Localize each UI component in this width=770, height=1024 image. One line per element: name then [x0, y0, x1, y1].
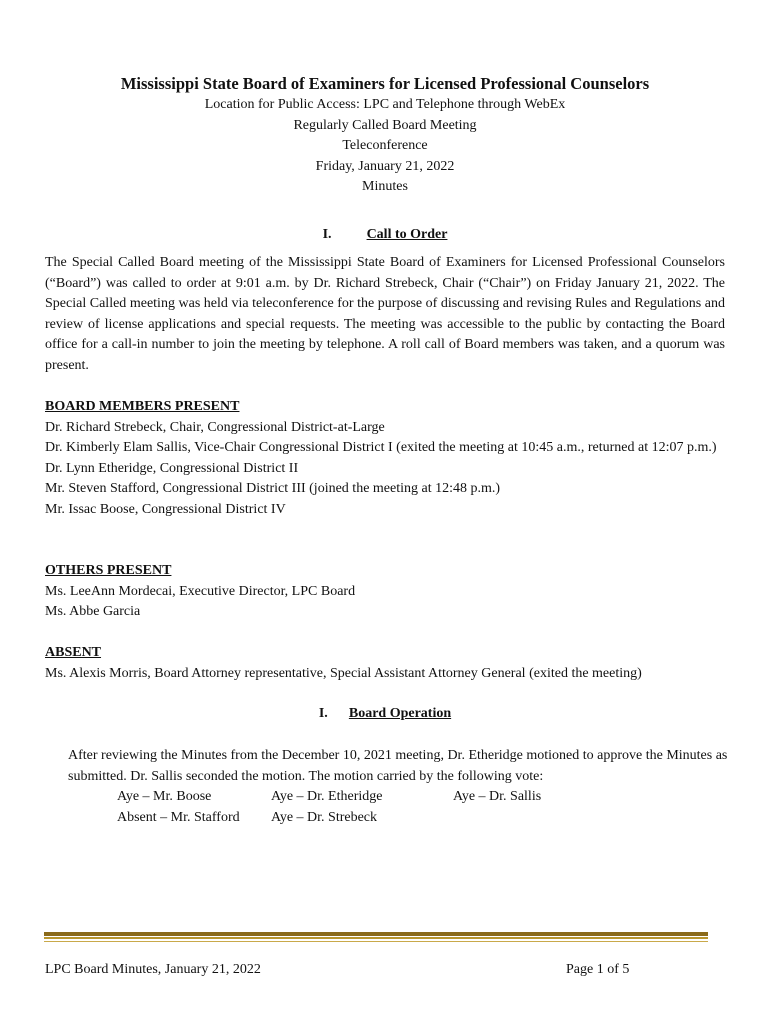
- meeting-date-line: Friday, January 21, 2022: [315, 158, 455, 174]
- member-item: Dr. Lynn Etheridge, Congressional District II: [45, 460, 299, 476]
- vote-entry: Absent – Mr. Stafford: [117, 809, 240, 825]
- other-item: Ms. Abbe Garcia: [45, 604, 141, 619]
- absent-list: [45, 643, 725, 684]
- member-item: Dr. Kimberly Elam Sallis, Vice-Chair Congressional District I (exited the meeting at 10:45 a.m., returned at 12:07 p.m.): [45, 440, 717, 455]
- section-board-operation-heading: [0, 704, 770, 725]
- meeting-format-line: Teleconference: [342, 138, 428, 153]
- section-label: Board Operation: [348, 706, 452, 721]
- vote-row: [117, 787, 541, 808]
- section-number: I.: [318, 706, 328, 721]
- document-title: Mississippi State Board of Examiners for Licensed Professional Counselors: [120, 74, 650, 93]
- others-present: [45, 561, 725, 623]
- section-label: Call to Order: [366, 227, 448, 242]
- vote-entry: Aye – Dr. Strebeck: [271, 809, 378, 825]
- section-call-to-order-heading: [0, 225, 770, 246]
- footer-document-label: LPC Board Minutes, January 21, 2022: [45, 962, 261, 977]
- vote-entry: Aye – Dr. Sallis: [453, 789, 542, 804]
- member-item: Mr. Steven Stafford, Congressional District III (joined the meeting at 12:48 p.m.): [45, 481, 501, 496]
- minutes-label: Minutes: [362, 179, 408, 194]
- board-members-heading: BOARD MEMBERS PRESENT: [45, 399, 240, 414]
- vote-entry: Aye – Mr. Boose: [117, 789, 212, 804]
- location-line: Location for Public Access: LPC and Telephone through WebEx: [204, 97, 566, 112]
- other-item: Ms. LeeAnn Mordecai, Executive Director, LPC Board: [45, 583, 356, 599]
- others-present-heading: OTHERS PRESENT: [45, 563, 172, 578]
- vote-entry: Aye – Dr. Etheridge: [271, 789, 383, 804]
- footer-rule: [44, 932, 708, 936]
- document-header: [0, 73, 770, 198]
- member-item: Mr. Issac Boose, Congressional District IV: [45, 501, 286, 517]
- member-item: Dr. Richard Strebeck, Chair, Congressional District-at-Large: [45, 419, 385, 435]
- footer-rule: [44, 941, 708, 942]
- absent-heading: ABSENT: [45, 645, 102, 660]
- call-to-order-paragraph: The Special Called Board meeting of the Mississippi State Board of Examiners for Licensed Professional Counselors (“Board”) was called to order at 9:01 a.m. by Dr. Richard Strebeck, Chair (“Chair”) on Friday January 21, 2022. The Special Called meeting was held via teleconference for the purpose of discussing and revising Rules and Regulations and review of license applications and special requests. The meeting was accessible to the public by contacting the Board office for a call-in number to join the meeting by telephone. A roll call of Board members was taken, and a quorum was present.: [45, 255, 725, 373]
- section-number: I.: [322, 227, 332, 242]
- absent-item: Ms. Alexis Morris, Board Attorney representative, Special Assistant Attorney General (exited the meeting): [45, 665, 642, 681]
- meeting-type-line: Regularly Called Board Meeting: [293, 117, 477, 133]
- board-operation-paragraph: After reviewing the Minutes from the December 10, 2021 meeting, Dr. Etheridge motioned to approve the Minutes as submitted. Dr. Sallis seconded the motion. The motion carried by the following vote:: [68, 748, 728, 784]
- board-members-present: [45, 397, 725, 520]
- footer-page-number: Page 1 of 5: [566, 962, 630, 977]
- vote-table: [117, 787, 541, 828]
- footer-rule: [44, 937, 708, 939]
- vote-row: [117, 808, 541, 829]
